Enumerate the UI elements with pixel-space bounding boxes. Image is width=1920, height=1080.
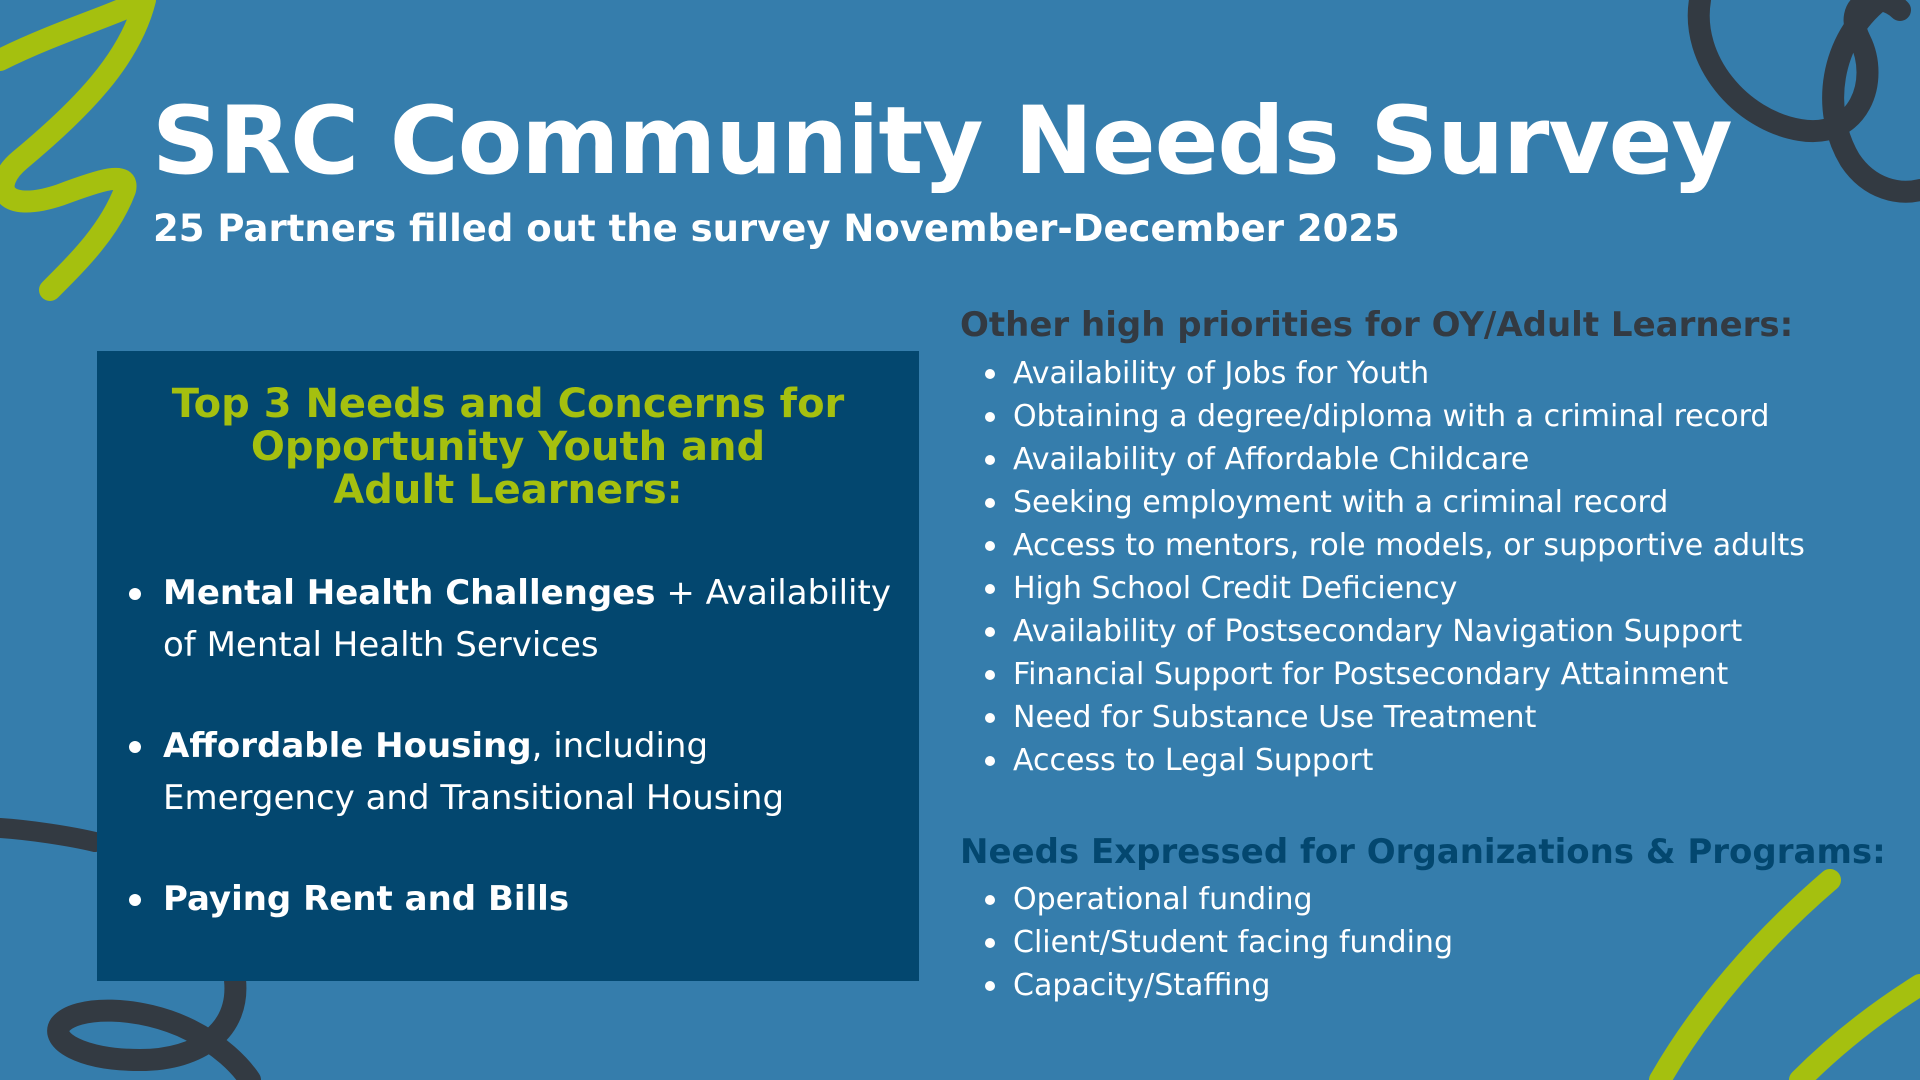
list-item: Financial Support for Postsecondary Attainment (1013, 653, 1805, 696)
green-strokes-bottom-right (1660, 880, 1920, 1080)
list-item: Availability of Jobs for Youth (1013, 352, 1805, 395)
top-need-bold: Affordable Housing (163, 726, 532, 766)
list-item: Obtaining a degree/diploma with a criminal record (1013, 395, 1805, 438)
page-subtitle: 25 Partners filled out the survey November-December 2025 (153, 207, 1400, 250)
top-need-item (142, 873, 902, 925)
top-need-item (142, 720, 902, 824)
top-need-item (142, 567, 902, 671)
list-item: Availability of Postsecondary Navigation Support (1013, 610, 1805, 653)
top-need-rest: , including Emergency and Transitional Housing (163, 726, 785, 818)
dark-loop-bottom-left (58, 980, 250, 1080)
list-item: Seeking employment with a criminal record (1013, 481, 1805, 524)
list-item: Capacity/Staffing (1013, 964, 1453, 1007)
top-needs-heading-line: Opportunity Youth and (250, 424, 766, 470)
list-item: Availability of Affordable Childcare (1013, 438, 1805, 481)
top-needs-heading (137, 383, 879, 512)
list-item: Access to Legal Support (1013, 739, 1805, 782)
page-title: SRC Community Needs Survey (152, 87, 1732, 196)
dark-stroke-left-middle (0, 828, 95, 842)
org-needs-heading: Needs Expressed for Organizations & Programs: (960, 832, 1886, 872)
list-item: Need for Substance Use Treatment (1013, 696, 1805, 739)
oy-priorities-list (1013, 352, 1805, 782)
green-scribble-top-left (0, 0, 145, 290)
dark-loops-top-right (1699, 0, 1920, 192)
list-item: Operational funding (1013, 878, 1453, 921)
top-needs-heading-line: Top 3 Needs and Concerns for (171, 381, 845, 427)
oy-priorities-heading: Other high priorities for OY/Adult Learners: (960, 305, 1794, 345)
list-item: Access to mentors, role models, or supportive adults (1013, 524, 1805, 567)
list-item: Client/Student facing funding (1013, 921, 1453, 964)
top-needs-panel (97, 351, 919, 981)
top-needs-heading-line: Adult Learners: (333, 467, 683, 513)
top-need-rest: + Availability of Mental Health Services (163, 573, 891, 665)
top-need-bold: Mental Health Challenges (163, 573, 656, 613)
org-needs-list (1013, 878, 1453, 1007)
top-need-bold: Paying Rent and Bills (163, 879, 570, 919)
top-needs-list (142, 567, 902, 974)
list-item: High School Credit Deficiency (1013, 567, 1805, 610)
